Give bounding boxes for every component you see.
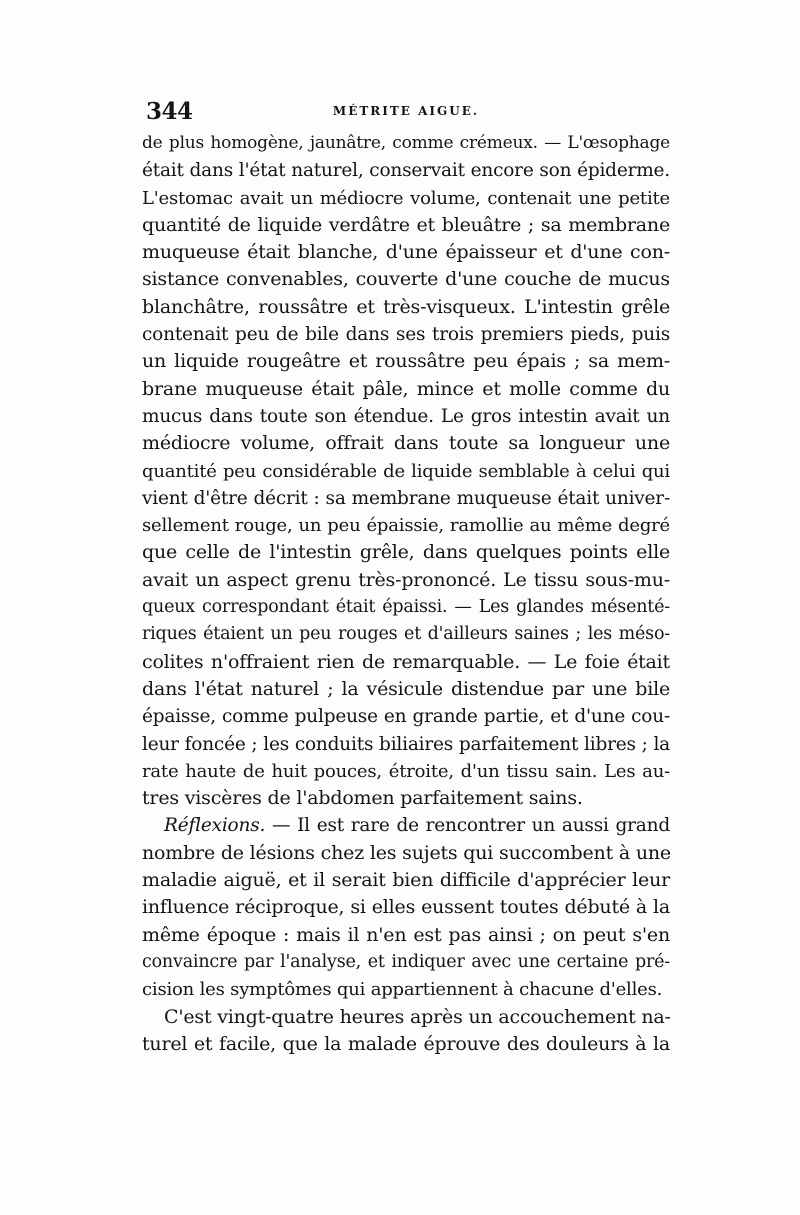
text-line: muqueuse était blanche, d'une épaisseur et d'une con- xyxy=(142,241,670,264)
text-line: sellement rouge, un peu épaissie, ramollie au même degré xyxy=(142,515,670,537)
text-line: turel et facile, que la malade éprouve des douleurs à la xyxy=(142,1032,670,1055)
text-line: riques étaient un peu rouges et d'ailleurs saines ; les méso- xyxy=(142,624,670,645)
text-line: queux correspondant était épaissi. — Les glandes mésenté- xyxy=(142,597,670,618)
text-line: un liquide rougeâtre et roussâtre peu épais ; sa mem- xyxy=(142,350,670,373)
text-line: de plus homogène, jaunâtre, comme crémeux. — L'œsophage xyxy=(142,133,670,153)
reflexions-heading-line xyxy=(142,812,670,839)
text-line: dans l'état naturel ; la vésicule distendue par une bile xyxy=(142,677,670,700)
text-line: L'estomac avait un médiocre volume, contenait une petite xyxy=(142,187,670,209)
text-line: avait un aspect grenu très-prononcé. Le tissu sous-mu- xyxy=(142,568,670,591)
body-text xyxy=(142,130,670,1058)
text-line: tres viscères de l'abdomen parfaitement sains. xyxy=(142,787,583,810)
text-line: convaincre par l'analyse, et indiquer avec une certaine pré- xyxy=(142,951,670,972)
running-title: MÉTRITE AIGUE. xyxy=(332,104,480,118)
text-line: sistance convenables, couverte d'une couche de mucus xyxy=(142,268,670,291)
text-line: vient d'être décrit : sa membrane muqueuse était univer- xyxy=(142,487,670,509)
text-line: cision les symptômes qui appartiennent à chacune d'elles. xyxy=(142,979,663,1001)
text-line: C'est vingt-quatre heures après un accouchement na- xyxy=(164,1005,671,1028)
text-line: nombre de lésions chez les sujets qui succombent à une xyxy=(142,841,671,864)
page-number: 344 xyxy=(146,98,193,125)
text-line: médiocre volume, offrait dans toute sa longueur une xyxy=(142,432,670,455)
reflexions-label: Réflexions. xyxy=(164,815,266,837)
text-line: influence réciproque, si elles eussent toutes débuté à la xyxy=(142,896,670,919)
text-line: colites n'offraient rien de remarquable. — Le foie était xyxy=(142,650,670,673)
text-line: blanchâtre, roussâtre et très-visqueux. L'intestin grêle xyxy=(142,295,670,318)
text-line: contenait peu de bile dans ses trois premiers pieds, puis xyxy=(142,324,670,346)
text-line: même époque : mais il n'en est pas ainsi ; on peut s'en xyxy=(142,923,670,946)
text-line: leur foncée ; les conduits biliaires parfaitement libres ; la xyxy=(142,733,670,755)
text-line: était dans l'état naturel, conservait encore son épiderme. xyxy=(142,160,670,182)
reflexions-text: — Il est rare de rencontrer un aussi grand xyxy=(265,815,670,837)
text-line: mucus dans toute son étendue. Le gros intestin avait un xyxy=(142,405,670,427)
text-line: épaisse, comme pulpeuse en grande partie, et d'une cou- xyxy=(142,706,670,728)
text-line: quantité de liquide verdâtre et bleuâtre ; sa membrane xyxy=(142,213,670,236)
text-line: que celle de l'intestin grêle, dans quelques points elle xyxy=(142,541,670,564)
text-line: rate haute de huit pouces, étroite, d'un tissu sain. Les au- xyxy=(142,760,670,782)
text-line: quantité peu considérable de liquide semblable à celui qui xyxy=(142,460,670,482)
text-line: brane muqueuse était pâle, mince et molle comme du xyxy=(142,377,670,400)
text-line: maladie aiguë, et il serait bien difficile d'apprécier leur xyxy=(142,869,670,892)
page-header xyxy=(146,98,666,126)
